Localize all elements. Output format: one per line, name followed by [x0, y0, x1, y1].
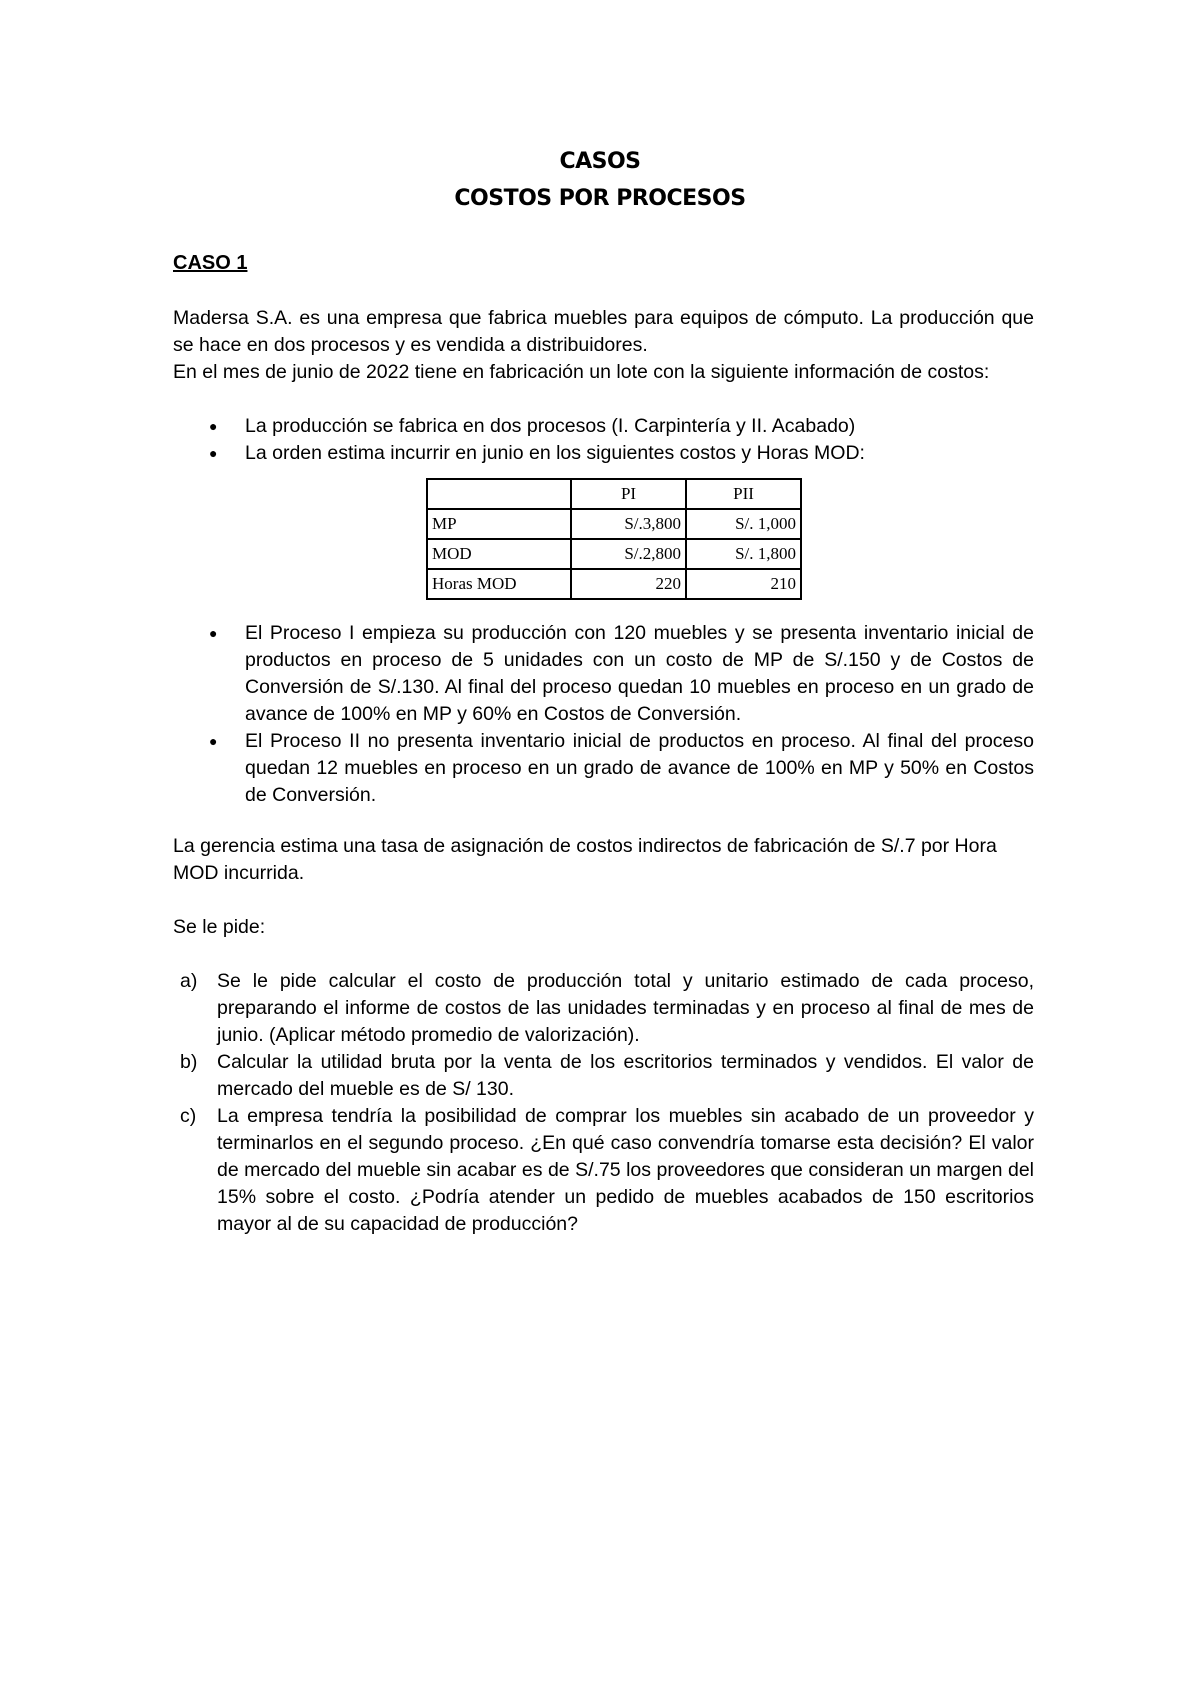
table-cell: S/.3,800 — [571, 509, 686, 539]
question-list — [173, 968, 1034, 1238]
cost-table-container — [426, 478, 802, 600]
question-marker: b) — [180, 1051, 198, 1073]
overhead-paragraph: La gerencia estima una tasa de asignación de costos indirectos de fabricación de S/.7 por Hora MOD incurrida. — [173, 835, 997, 884]
cost-table — [426, 478, 802, 600]
document-subtitle: COSTOS POR PROCESOS — [454, 186, 746, 211]
bullet-icon: ● — [209, 625, 218, 641]
bullet-text: El Proceso II no presenta inventario inicial de productos en proceso. Al final del proceso quedan 12 muebles en proceso en un grado de avance de 100% en MP y 50% en Costos de Conversión. — [245, 730, 1034, 806]
table-cell: 220 — [571, 569, 686, 599]
list-item — [173, 413, 1034, 440]
table-header-cell: PII — [686, 479, 801, 509]
question-marker: a) — [180, 970, 198, 992]
table-cell: S/.2,800 — [571, 539, 686, 569]
list-item — [173, 620, 1034, 728]
bullet-text: El Proceso I empieza su producción con 120 muebles y se presenta inventario inicial de productos en proceso de 5 unidades con un costo de MP de S/.150 y de Costos de Conversión de S/.130. Al final del proceso quedan 10 muebles en proceso en un grado de avance de 100% en MP y 60% en Costos de Conversión. — [245, 622, 1034, 725]
case-heading: CASO 1 — [173, 252, 248, 274]
bullet-icon: ● — [209, 445, 218, 461]
bullet-text: La orden estima incurrir en junio en los siguientes costos y Horas MOD: — [245, 442, 865, 464]
bullet-list-top — [173, 413, 1034, 467]
question-text: Calcular la utilidad bruta por la venta de los escritorios terminados y vendidos. El valor de mercado del mueble es de S/ 130. — [217, 1051, 1034, 1100]
list-item — [173, 728, 1034, 809]
list-item — [173, 968, 1034, 1049]
question-text: Se le pide calcular el costo de producción total y unitario estimado de cada proceso, preparando el informe de costos de las unidades terminadas y en proceso al final de mes de junio. (Aplicar método promedio de valorización). — [217, 970, 1034, 1046]
intro-paragraph-2: En el mes de junio de 2022 tiene en fabricación un lote con la siguiente información de costos: — [173, 361, 990, 383]
table-cell: Horas MOD — [427, 569, 571, 599]
intro-paragraph: Madersa S.A. es una empresa que fabrica muebles para equipos de cómputo. La producción que se hace en dos procesos y es vendida a distribuidores. — [173, 307, 1034, 356]
table-row — [427, 569, 801, 599]
list-item — [173, 440, 1034, 467]
bullet-text: La producción se fabrica en dos procesos (I. Carpintería y II. Acabado) — [245, 415, 856, 437]
table-row — [427, 509, 801, 539]
bullet-icon: ● — [209, 418, 218, 434]
table-header-cell — [427, 479, 571, 509]
table-cell: MP — [427, 509, 571, 539]
request-label: Se le pide: — [173, 916, 266, 938]
table-header-cell: PI — [571, 479, 686, 509]
bullet-icon: ● — [209, 733, 218, 749]
document-title: CASOS — [559, 149, 641, 174]
question-marker: c) — [180, 1105, 197, 1127]
table-cell: S/. 1,800 — [686, 539, 801, 569]
table-header-row — [427, 479, 801, 509]
list-item — [173, 1103, 1034, 1238]
table-cell: 210 — [686, 569, 801, 599]
table-row — [427, 539, 801, 569]
question-text: La empresa tendría la posibilidad de comprar los muebles sin acabado de un proveedor y terminarlos en el segundo proceso. ¿En qué caso convendría tomarse esta decisión? El valor de mercado del mueble sin acabar es de S/.75 los proveedores que consideran un margen del 15% sobre el costo. ¿Podría atender un pedido de muebles acabados de 150 escritorios mayor al de su capacidad de producción? — [217, 1105, 1034, 1235]
list-item — [173, 1049, 1034, 1103]
table-cell: MOD — [427, 539, 571, 569]
table-cell: S/. 1,000 — [686, 509, 801, 539]
bullet-list-bottom — [173, 620, 1034, 809]
